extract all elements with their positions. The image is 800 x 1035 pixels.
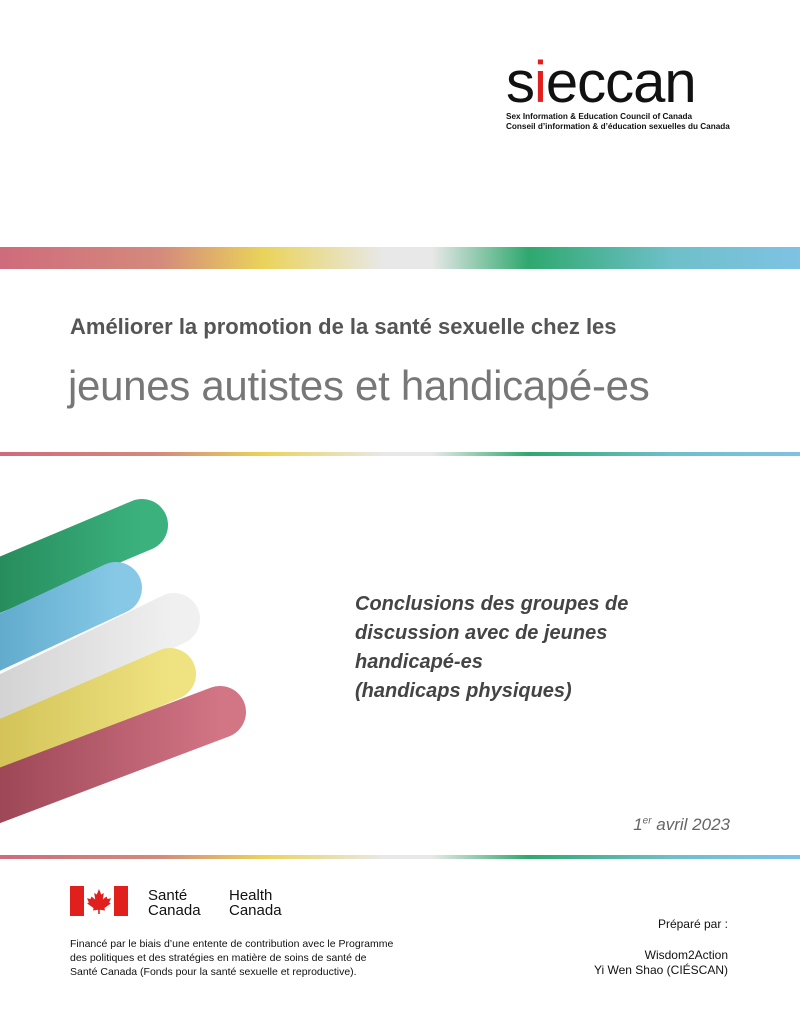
sieccan-logo xyxy=(506,50,746,132)
gradient-band-top xyxy=(0,247,800,269)
health-canada-fr: Santé Canada xyxy=(148,887,201,919)
title-line-1: Améliorer la promotion de la santé sexuelle chez les xyxy=(70,314,617,339)
decorative-ribbons xyxy=(0,480,270,830)
title-line-2: jeunes autistes et handicapé-es xyxy=(68,362,650,409)
gradient-line-lower xyxy=(0,855,800,859)
logo-wordmark: sieccan xyxy=(506,50,696,115)
subtitle-line: (handicaps physiques) xyxy=(355,680,572,702)
subtitle-line: handicapé-es xyxy=(355,651,483,673)
report-subtitle xyxy=(355,590,775,706)
funding-line: Santé Canada (Fonds pour la santé sexuelle et reproductive). xyxy=(70,966,357,978)
author-name: Yi Wen Shao (CIÉSCAN) xyxy=(593,963,728,977)
authors-list xyxy=(594,948,728,978)
funding-note xyxy=(70,937,470,979)
author-name: Wisdom2Action xyxy=(644,948,728,962)
logo-subtitle-en: Sex Information & Education Council of Canada xyxy=(506,112,693,121)
funding-line: Financé par le biais d’une entente de contribution avec le Programme xyxy=(70,938,394,950)
publication-date: 1er avril 2023 xyxy=(633,815,730,834)
subtitle-line: Conclusions des groupes de xyxy=(355,593,629,615)
subtitle-line: discussion avec de jeunes xyxy=(355,622,608,644)
funding-line: des politiques et des stratégies en matière de soins de santé de xyxy=(70,952,367,964)
logo-subtitle-fr: Conseil d’information & d’éducation sexuelles du Canada xyxy=(506,122,730,131)
prepared-by-label: Préparé par : xyxy=(657,917,728,931)
canada-flag-icon xyxy=(70,886,128,916)
gradient-line-upper xyxy=(0,452,800,456)
health-canada-en: Health Canada xyxy=(229,887,282,919)
